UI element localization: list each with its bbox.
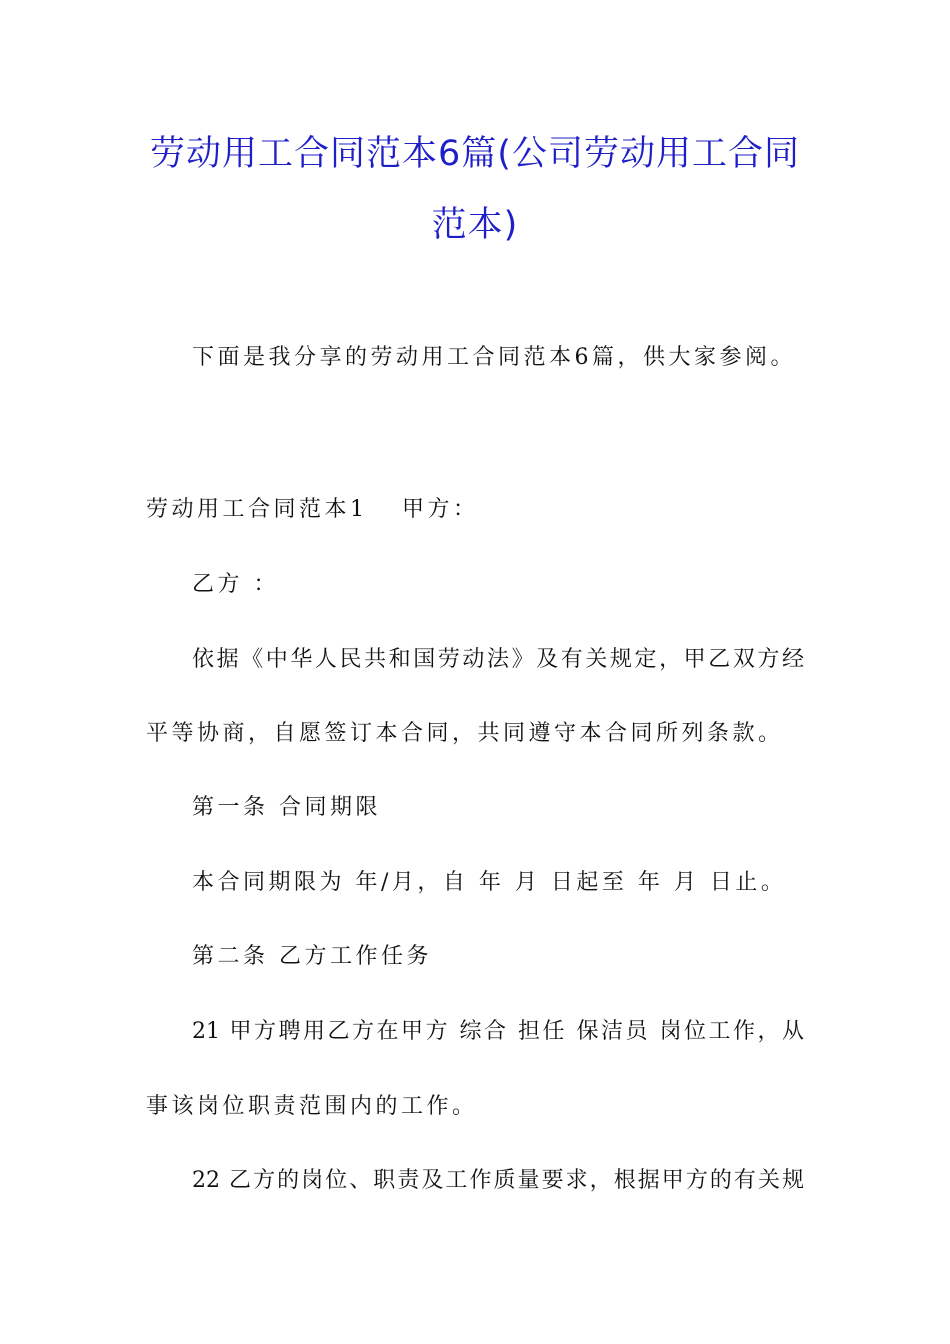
document-title-line-1: 劳动用工合同范本6篇(公司劳动用工合同	[150, 134, 800, 174]
party-b-label: 乙方 ：	[192, 572, 279, 597]
basis-paragraph-line-1: 依据《中华人民共和国劳动法》及有关规定，甲乙双方经	[192, 647, 804, 672]
contract-term-text: 本合同期限为 年/月，自 年 月 日起至 年 月 日止。	[192, 870, 787, 895]
clause-21-line-2: 事该岗位职责范围内的工作。	[146, 1094, 478, 1119]
document-title-line-2: 范本)	[431, 205, 519, 245]
intro-paragraph: 下面是我分享的劳动用工合同范本6篇，供大家参阅。	[192, 345, 796, 370]
contract-heading: 劳动用工合同范本1	[146, 497, 368, 522]
article-2-title: 第二条 乙方工作任务	[192, 944, 432, 969]
basis-paragraph-line-2: 平等协商，自愿签订本合同，共同遵守本合同所列条款。	[146, 721, 784, 746]
clause-21-line-1: 21 甲方聘用乙方在甲方 综合 担任 保洁员 岗位工作，从	[192, 1019, 804, 1044]
clause-22-line-1: 22 乙方的岗位、职责及工作质量要求，根据甲方的有关规	[192, 1168, 804, 1193]
article-1-title: 第一条 合同期限	[192, 795, 381, 820]
party-a-label: 甲方：	[402, 497, 479, 522]
